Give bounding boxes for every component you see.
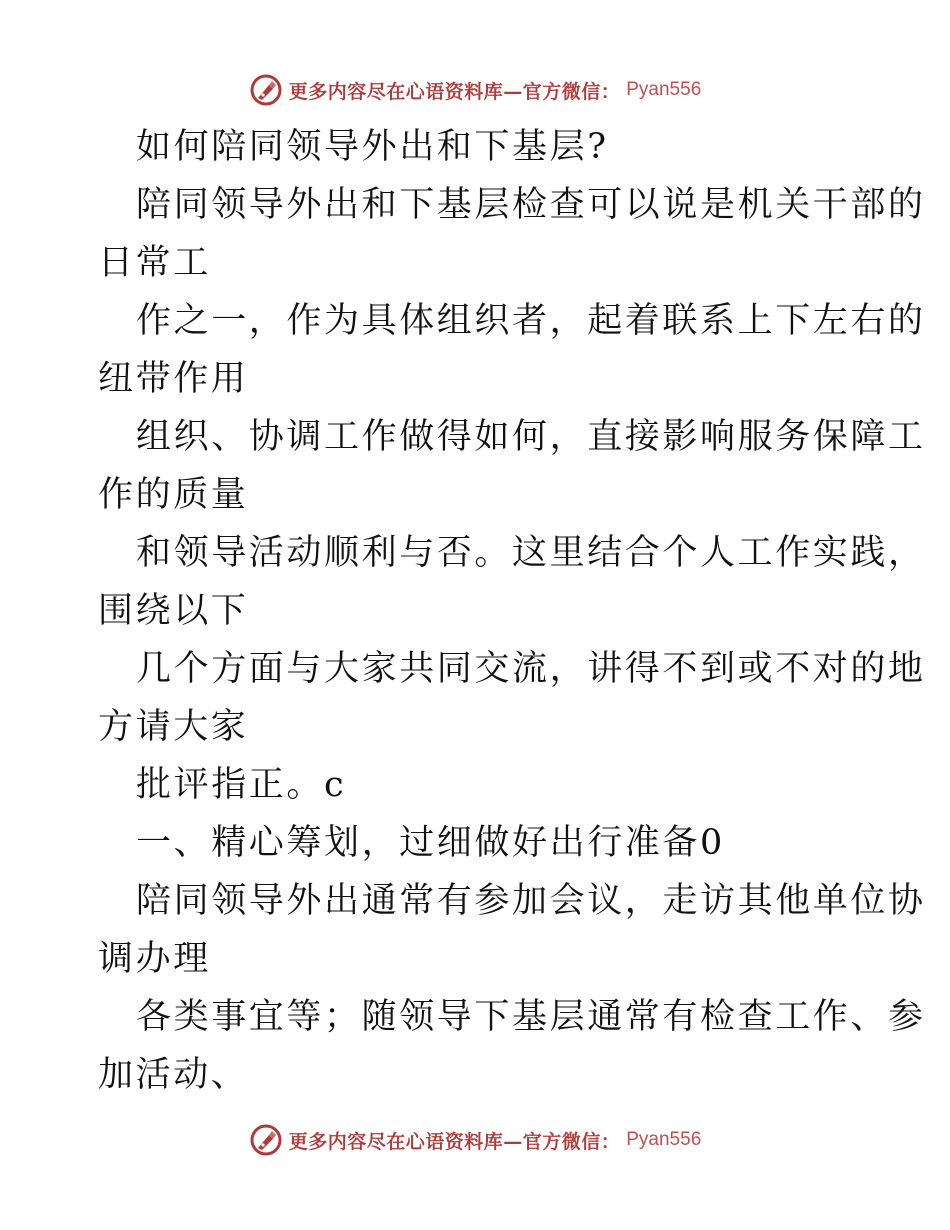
footer-banner-text: 更多内容尽在心语资料库—官方微信： bbox=[288, 1130, 621, 1153]
text-line: 加活动、 bbox=[98, 1055, 249, 1095]
text-line: 如何陪同领导外出和下基层? bbox=[136, 127, 609, 167]
header-wechat-id: Pyan556 bbox=[626, 79, 702, 100]
text-line: 一、精心筹划，过细做好出行准备0 bbox=[136, 823, 725, 863]
text-line: 作之一，作为具体组织者，起着联系上下左右的 bbox=[136, 301, 926, 341]
header-banner bbox=[0, 70, 950, 110]
text-line: 批评指正。c bbox=[136, 765, 347, 805]
text-line: 围绕以下 bbox=[98, 591, 249, 631]
text-line: 几个方面与大家共同交流，讲得不到或不对的地 bbox=[136, 649, 926, 689]
document-body bbox=[98, 118, 926, 1104]
text-line: 陪同领导外出通常有参加会议，走访其他单位协 bbox=[136, 881, 926, 921]
text-line: 方请大家 bbox=[98, 707, 249, 747]
text-line: 各类事宜等；随领导下基层通常有检查工作、参 bbox=[136, 997, 926, 1037]
footer-banner bbox=[0, 1120, 950, 1160]
text-line: 作的质量 bbox=[98, 475, 249, 515]
text-line: 纽带作用 bbox=[98, 359, 249, 399]
footer-wechat-id: Pyan556 bbox=[626, 1129, 702, 1150]
text-line: 调办理 bbox=[98, 939, 211, 979]
text-line: 组织、协调工作做得如何，直接影响服务保障工 bbox=[136, 417, 926, 457]
text-line: 和领导活动顺利与否。这里结合个人工作实践， bbox=[136, 533, 926, 573]
pen-nib-circle-icon bbox=[249, 1123, 283, 1157]
pen-nib-circle-icon bbox=[249, 73, 283, 107]
header-banner-text: 更多内容尽在心语资料库—官方微信： bbox=[288, 80, 621, 103]
text-line: 日常工 bbox=[98, 243, 211, 283]
text-line: 陪同领导外出和下基层检查可以说是机关干部的 bbox=[136, 185, 926, 225]
